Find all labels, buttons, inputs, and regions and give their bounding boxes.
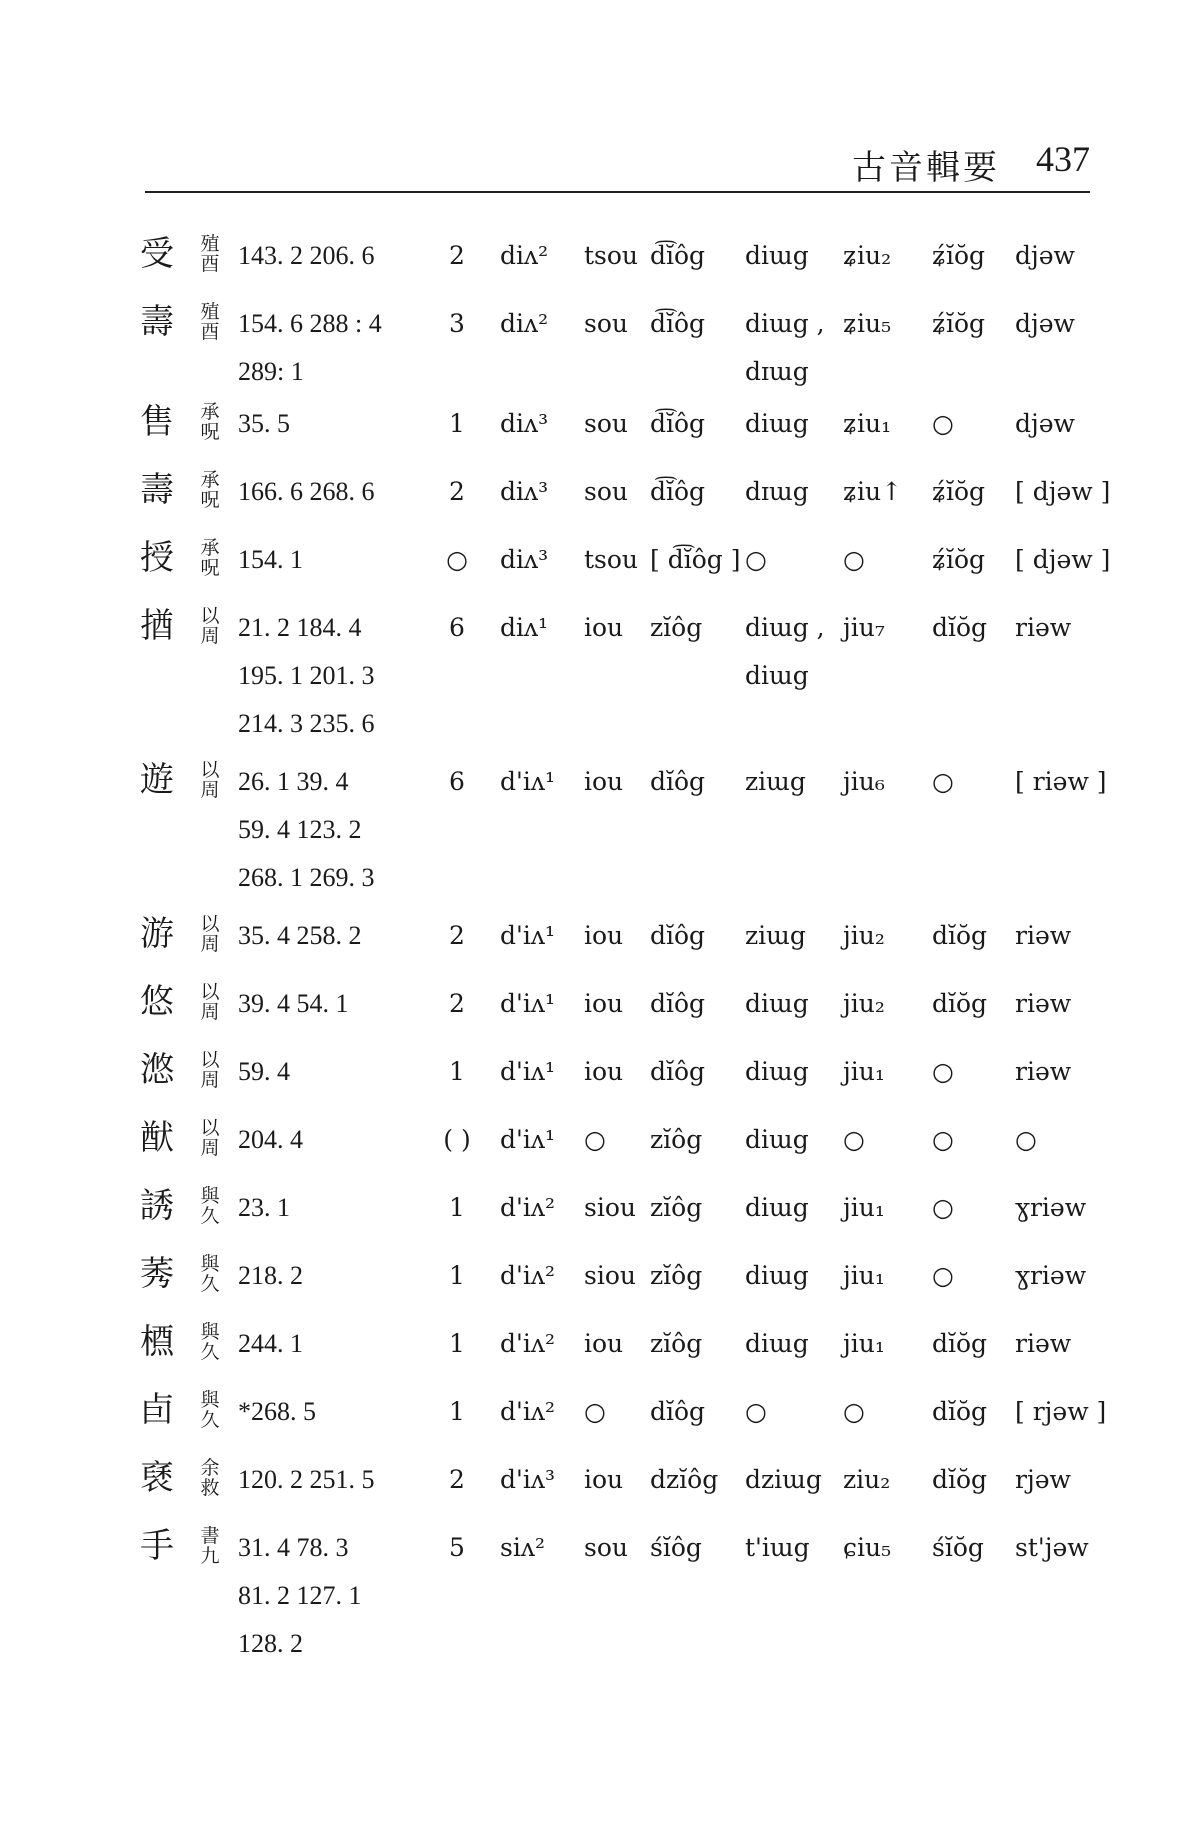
- reconstruction-4: [745, 1048, 809, 1096]
- shijing-references: [238, 1388, 316, 1436]
- shijing-references: [238, 912, 362, 960]
- reconstruction-4: [745, 1116, 809, 1164]
- reconstruction-4-line: diɯg: [745, 241, 809, 270]
- reconstruction-3: dĭôg: [650, 1057, 706, 1086]
- head-character: 受: [140, 234, 174, 274]
- reconstruction-2: iou: [584, 1329, 624, 1358]
- reference-line: 59. 4 123. 2: [238, 815, 362, 844]
- reconstruction-2: iou: [584, 1057, 624, 1086]
- occurrence-count: 5: [449, 1533, 465, 1562]
- occurrence-count: 2: [449, 921, 465, 950]
- shijing-references: [238, 980, 349, 1028]
- reconstruction-6: dĭŏg: [932, 989, 988, 1018]
- reconstruction-7: [ djəw ]: [1015, 477, 1111, 506]
- reconstruction-4-line: ziɯg: [745, 921, 806, 950]
- reconstruction-7: [ rjəw ]: [1015, 1397, 1107, 1426]
- occurrence-count: 2: [449, 477, 465, 506]
- reconstruction-6: dĭŏg: [932, 921, 988, 950]
- reconstruction-2: sou: [584, 409, 628, 438]
- fanqie-spelling: 與久: [200, 1185, 220, 1227]
- reconstruction-5: ɕiu₅: [843, 1533, 892, 1562]
- reconstruction-3: zĭôg: [650, 613, 703, 642]
- reconstruction-6: śĭŏg: [932, 1533, 984, 1562]
- reconstruction-1: d'iʌ¹: [500, 767, 556, 796]
- reference-line: 31. 4 78. 3: [238, 1533, 349, 1562]
- reference-line: 35. 4 258. 2: [238, 921, 362, 950]
- reconstruction-2: sou: [584, 477, 628, 506]
- reconstruction-5: ○: [843, 1397, 865, 1426]
- occurrence-count: 6: [449, 767, 465, 796]
- reconstruction-3: dĭôg: [650, 1397, 706, 1426]
- reconstruction-2: ○: [584, 1125, 606, 1154]
- head-character: 壽: [140, 470, 174, 510]
- occurrence-count: 3: [449, 309, 465, 338]
- reconstruction-5: jiu₂: [843, 921, 885, 950]
- reconstruction-3: śĭôg: [650, 1533, 702, 1562]
- fanqie-spelling: 殖酉: [200, 233, 220, 275]
- reference-line: 143. 2 206. 6: [238, 241, 375, 270]
- fanqie-spelling: 以周: [200, 913, 220, 955]
- page-number: 437: [1036, 139, 1090, 179]
- shijing-references: [238, 758, 375, 902]
- reconstruction-4-line: ○: [745, 545, 767, 574]
- occurrence-count: 2: [449, 241, 465, 270]
- reconstruction-1: d'iʌ¹: [500, 921, 556, 950]
- reconstruction-4-line: ziɯg: [745, 767, 806, 796]
- reconstruction-7: [ riəw ]: [1015, 767, 1107, 796]
- reconstruction-1: diʌ³: [500, 409, 549, 438]
- reconstruction-3: zĭôg: [650, 1261, 703, 1290]
- reconstruction-4: [745, 912, 806, 960]
- reference-line: 81. 2 127. 1: [238, 1581, 362, 1610]
- head-character: 卣: [140, 1390, 174, 1430]
- reference-line: 218. 2: [238, 1261, 303, 1290]
- reference-line: 39. 4 54. 1: [238, 989, 349, 1018]
- reference-line: 244. 1: [238, 1329, 303, 1358]
- reconstruction-2: iou: [584, 767, 624, 796]
- reconstruction-7: ○: [1015, 1125, 1037, 1154]
- reconstruction-3: d͡ĭôg: [650, 477, 706, 506]
- head-character: 悠: [140, 982, 174, 1022]
- occurrence-count: 1: [449, 1329, 465, 1358]
- reconstruction-7: rjəw: [1015, 1465, 1071, 1494]
- reconstruction-4-line: t'iɯg: [745, 1533, 810, 1562]
- reconstruction-7: ɣriəw: [1015, 1193, 1087, 1222]
- reconstruction-6: ○: [932, 1057, 954, 1086]
- reconstruction-1: d'iʌ²: [500, 1397, 556, 1426]
- reconstruction-7: riəw: [1015, 921, 1072, 950]
- reconstruction-4-line: diɯg: [745, 1261, 809, 1290]
- reference-line: 154. 6 288 : 4: [238, 309, 382, 338]
- reconstruction-7: st'jəw: [1015, 1533, 1089, 1562]
- reconstruction-5: jiu₆: [843, 767, 885, 796]
- occurrence-count: 2: [449, 1465, 465, 1494]
- reference-line: 166. 6 268. 6: [238, 477, 375, 506]
- occurrence-count: 1: [449, 1193, 465, 1222]
- reconstruction-4-line: diɯg: [745, 1329, 809, 1358]
- reconstruction-1: d'iʌ²: [500, 1329, 556, 1358]
- head-character: 莠: [140, 1254, 174, 1294]
- head-character: 授: [140, 538, 174, 578]
- reconstruction-7: riəw: [1015, 1329, 1072, 1358]
- shijing-references: [238, 604, 375, 748]
- shijing-references: [238, 1524, 362, 1668]
- reconstruction-3: zĭôg: [650, 1125, 703, 1154]
- reconstruction-4-line: diɯg: [745, 409, 809, 438]
- reconstruction-4-line: dɪɯg: [745, 357, 809, 386]
- shijing-references: [238, 1116, 303, 1164]
- head-character: 遊: [140, 760, 174, 800]
- fanqie-spelling: 承呪: [200, 537, 220, 579]
- reconstruction-1: siʌ²: [500, 1533, 545, 1562]
- reconstruction-5: jiu₇: [843, 613, 885, 642]
- shijing-references: [238, 400, 290, 448]
- shijing-references: [238, 300, 382, 396]
- occurrence-count: 6: [449, 613, 465, 642]
- reconstruction-7: djəw: [1015, 309, 1075, 338]
- occurrence-count: 1: [449, 1397, 465, 1426]
- head-character: 誘: [140, 1186, 174, 1226]
- occurrence-count: 1: [449, 1057, 465, 1086]
- occurrence-count: ○: [446, 545, 468, 574]
- reconstruction-4: [745, 980, 809, 1028]
- reconstruction-3: dĭôg: [650, 989, 706, 1018]
- reconstruction-2: siou: [584, 1193, 636, 1222]
- reconstruction-4-line: diɯg: [745, 989, 809, 1018]
- reconstruction-4: [745, 1252, 809, 1300]
- reconstruction-5: ○: [843, 1125, 865, 1154]
- shijing-references: [238, 468, 375, 516]
- reconstruction-2: siou: [584, 1261, 636, 1290]
- reconstruction-3: d͡ĭôg: [650, 309, 706, 338]
- reconstruction-2: sou: [584, 309, 628, 338]
- reference-line: 21. 2 184. 4: [238, 613, 362, 642]
- head-character: 售: [140, 402, 174, 442]
- reference-line: 120. 2 251. 5: [238, 1465, 375, 1494]
- reconstruction-5: ʑiu₅: [843, 309, 892, 338]
- fanqie-spelling: 以周: [200, 1117, 220, 1159]
- reconstruction-4: [745, 1184, 809, 1232]
- reconstruction-2: tsou: [584, 545, 639, 574]
- reconstruction-5: jiu₁: [843, 1329, 885, 1358]
- reconstruction-5: ○: [843, 545, 865, 574]
- reconstruction-2: iou: [584, 613, 624, 642]
- reconstruction-7: riəw: [1015, 613, 1072, 642]
- reference-line: 195. 1 201. 3: [238, 661, 375, 690]
- reference-line: 289: 1: [238, 357, 304, 386]
- reconstruction-7: ɣriəw: [1015, 1261, 1087, 1290]
- reconstruction-7: djəw: [1015, 409, 1075, 438]
- reconstruction-6: ○: [932, 409, 954, 438]
- reconstruction-7: riəw: [1015, 989, 1072, 1018]
- reconstruction-4-line: diɯg: [745, 661, 809, 690]
- reference-line: 154. 1: [238, 545, 303, 574]
- reconstruction-1: diʌ²: [500, 309, 549, 338]
- fanqie-spelling: 書九: [200, 1525, 220, 1567]
- reconstruction-4-line: diɯg ,: [745, 613, 825, 642]
- fanqie-spelling: 余救: [200, 1457, 220, 1499]
- reconstruction-2: iou: [584, 921, 624, 950]
- shijing-references: [238, 1184, 290, 1232]
- shijing-references: [238, 1320, 303, 1368]
- head-character: 揂: [140, 606, 174, 646]
- reconstruction-6: ○: [932, 1193, 954, 1222]
- occurrence-count: 1: [449, 1261, 465, 1290]
- reconstruction-5: jiu₂: [843, 989, 885, 1018]
- reference-line: 23. 1: [238, 1193, 290, 1222]
- shijing-references: [238, 1456, 375, 1504]
- reconstruction-4: [745, 604, 825, 700]
- reference-line: 59. 4: [238, 1057, 290, 1086]
- reconstruction-6: ʑ́ĭŏg: [932, 309, 986, 338]
- reconstruction-4: [745, 1320, 809, 1368]
- head-character: 手: [140, 1526, 174, 1566]
- reconstruction-5: ziu₂: [843, 1465, 891, 1494]
- head-character: 壽: [140, 302, 174, 342]
- reconstruction-7: djəw: [1015, 241, 1075, 270]
- reconstruction-3: dĭôg: [650, 767, 706, 796]
- reconstruction-4: [745, 758, 806, 806]
- reconstruction-4-line: diɯg: [745, 1125, 809, 1154]
- reconstruction-7: [ djəw ]: [1015, 545, 1111, 574]
- fanqie-spelling: 承呪: [200, 469, 220, 511]
- reconstruction-6: ○: [932, 1261, 954, 1290]
- reconstruction-6: dĭŏg: [932, 613, 988, 642]
- fanqie-spelling: 殖酉: [200, 301, 220, 343]
- reconstruction-4-line: dziɯg: [745, 1465, 822, 1494]
- fanqie-spelling: 與久: [200, 1321, 220, 1363]
- fanqie-spelling: 以周: [200, 605, 220, 647]
- reconstruction-6: ʑ́ĭŏg: [932, 477, 986, 506]
- fanqie-spelling: 以周: [200, 981, 220, 1023]
- reference-line: *268. 5: [238, 1397, 316, 1426]
- reconstruction-2: tsou: [584, 241, 639, 270]
- reference-line: 35. 5: [238, 409, 290, 438]
- reconstruction-4-line: ○: [745, 1397, 767, 1426]
- reconstruction-4: [745, 400, 809, 448]
- reconstruction-3: zĭôg: [650, 1329, 703, 1358]
- reconstruction-1: d'iʌ¹: [500, 1125, 556, 1154]
- reconstruction-4-line: diɯg ,: [745, 309, 825, 338]
- reconstruction-4: [745, 232, 809, 280]
- reconstruction-6: ○: [932, 767, 954, 796]
- shijing-references: [238, 232, 375, 280]
- reconstruction-4: [745, 536, 767, 584]
- occurrence-count: ( ): [443, 1125, 471, 1154]
- reconstruction-6: ○: [932, 1125, 954, 1154]
- reconstruction-5: ʑiu↑: [843, 477, 903, 506]
- reconstruction-3: d͡ĭôg: [650, 409, 706, 438]
- reconstruction-3: zĭôg: [650, 1193, 703, 1222]
- reconstruction-2: sou: [584, 1533, 628, 1562]
- fanqie-spelling: 與久: [200, 1389, 220, 1431]
- reconstruction-4: [745, 300, 825, 396]
- reconstruction-3: dĭôg: [650, 921, 706, 950]
- reconstruction-1: d'iʌ¹: [500, 1057, 556, 1086]
- reconstruction-2: iou: [584, 989, 624, 1018]
- reconstruction-1: diʌ³: [500, 477, 549, 506]
- reconstruction-1: diʌ³: [500, 545, 549, 574]
- header-title: 古音輯要: [852, 148, 1000, 188]
- reconstruction-1: d'iʌ³: [500, 1465, 556, 1494]
- reference-line: 214. 3 235. 6: [238, 709, 375, 738]
- reconstruction-2: iou: [584, 1465, 624, 1494]
- reconstruction-1: diʌ¹: [500, 613, 549, 642]
- head-character: 游: [140, 914, 174, 954]
- reconstruction-2: ○: [584, 1397, 606, 1426]
- occurrence-count: 2: [449, 989, 465, 1018]
- head-character: 猷: [140, 1118, 174, 1158]
- head-character: 滺: [140, 1050, 174, 1090]
- shijing-references: [238, 1252, 303, 1300]
- reconstruction-5: ʑiu₁: [843, 409, 892, 438]
- reconstruction-6: dĭŏg: [932, 1465, 988, 1494]
- reconstruction-7: riəw: [1015, 1057, 1072, 1086]
- reconstruction-4-line: dɪɯg: [745, 477, 809, 506]
- reconstruction-6: ʑ́ĭŏg: [932, 545, 986, 574]
- shijing-references: [238, 1048, 290, 1096]
- reconstruction-5: jiu₁: [843, 1261, 885, 1290]
- reference-line: 128. 2: [238, 1629, 303, 1658]
- reconstruction-4-line: diɯg: [745, 1193, 809, 1222]
- occurrence-count: 1: [449, 409, 465, 438]
- reconstruction-3: [ d͡ĭôg ]: [650, 545, 741, 574]
- reconstruction-4: [745, 1388, 767, 1436]
- reconstruction-4: [745, 1524, 810, 1572]
- reconstruction-4-line: diɯg: [745, 1057, 809, 1086]
- reconstruction-4: [745, 468, 809, 516]
- reconstruction-5: jiu₁: [843, 1057, 885, 1086]
- reconstruction-6: dĭŏg: [932, 1397, 988, 1426]
- reference-line: 268. 1 269. 3: [238, 863, 375, 892]
- reconstruction-6: ʑ́ĭŏg: [932, 241, 986, 270]
- reconstruction-5: jiu₁: [843, 1193, 885, 1222]
- head-character: 褎: [140, 1458, 174, 1498]
- reference-line: 26. 1 39. 4: [238, 767, 349, 796]
- reconstruction-3: d͡ĭôg: [650, 241, 706, 270]
- head-character: 槱: [140, 1322, 174, 1362]
- reconstruction-3: dzĭôg: [650, 1465, 719, 1494]
- reconstruction-1: d'iʌ¹: [500, 989, 556, 1018]
- reconstruction-4: [745, 1456, 822, 1504]
- shijing-references: [238, 536, 303, 584]
- reference-line: 204. 4: [238, 1125, 303, 1154]
- fanqie-spelling: 與久: [200, 1253, 220, 1295]
- fanqie-spelling: 承呪: [200, 401, 220, 443]
- reconstruction-6: dĭŏg: [932, 1329, 988, 1358]
- fanqie-spelling: 以周: [200, 1049, 220, 1091]
- fanqie-spelling: 以周: [200, 759, 220, 801]
- reconstruction-1: d'iʌ²: [500, 1261, 556, 1290]
- reconstruction-5: ʑiu₂: [843, 241, 892, 270]
- reconstruction-1: d'iʌ²: [500, 1193, 556, 1222]
- reconstruction-1: diʌ²: [500, 241, 549, 270]
